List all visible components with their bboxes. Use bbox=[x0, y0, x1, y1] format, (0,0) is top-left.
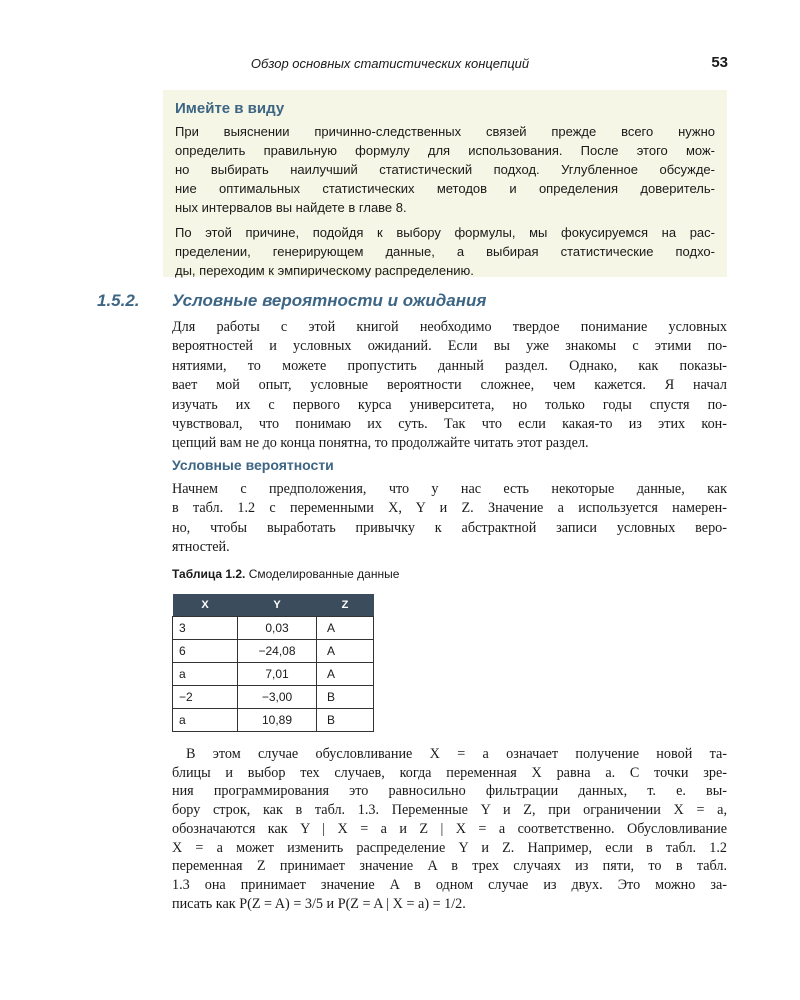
table-cell: B bbox=[317, 686, 374, 709]
column-header: Z bbox=[317, 594, 374, 617]
text-line: цепций вам не до конца понятна, то продолжайте читать этот раздел. bbox=[172, 435, 589, 452]
table-cell: a bbox=[173, 709, 238, 732]
text-line: изучать их с первого курса университета, но только годы спустя по- bbox=[172, 396, 727, 413]
text-line: переменная Z принимает значение A в трех случаях из пяти, то в табл. bbox=[172, 858, 727, 875]
text-line: ных интервалов вы найдете в главе 8. bbox=[175, 200, 407, 215]
section-title: Условные вероятности и ожидания bbox=[172, 291, 487, 310]
table-cell: −2 bbox=[173, 686, 238, 709]
note-box bbox=[163, 90, 727, 277]
table-header-row bbox=[173, 594, 374, 617]
table-cell: 6 bbox=[173, 640, 238, 663]
text-line: По этой причине, подойдя к выбору формулы, мы фокусируемся на рас- bbox=[175, 225, 715, 240]
text-line: ния программирования это равносильно фильтрации данных, т. е. вы- bbox=[172, 783, 727, 800]
text-line: но выбирать наилучший статистический подход. Углубленное обсужде- bbox=[175, 162, 715, 177]
table-row bbox=[173, 663, 374, 686]
table-row bbox=[173, 640, 374, 663]
text-line: вает мой опыт, условные вероятности сложнее, чем кажется. Я начал bbox=[172, 377, 727, 394]
table-caption-label: Таблица 1.2. bbox=[172, 567, 246, 581]
text-line: обозначаются как Y | X = a и Z | X = a соответственно. Обусловливание bbox=[172, 820, 727, 837]
paragraph-intro bbox=[172, 318, 727, 454]
text-line: X = a может изменить распределение Y и Z. Например, если в табл. 1.2 bbox=[172, 839, 727, 856]
paragraph-data bbox=[172, 480, 727, 558]
table-cell: 10,89 bbox=[238, 709, 317, 732]
table-cell: A bbox=[317, 640, 374, 663]
table-row bbox=[173, 709, 374, 732]
table-cell: 3 bbox=[173, 617, 238, 640]
text-line: ние оптимальных статистических методов и определения доверитель- bbox=[175, 181, 715, 196]
table-cell: A bbox=[317, 663, 374, 686]
section-number: 1.5.2. bbox=[97, 291, 140, 310]
data-table bbox=[172, 594, 374, 732]
note-paragraph-2 bbox=[175, 223, 715, 280]
text-line: бору строк, как в табл. 1.3. Переменные Y и Z, при ограничении X = a, bbox=[172, 802, 727, 819]
table-caption-text: Смоделированные данные bbox=[245, 567, 400, 581]
text-line: При выяснении причинно-следственных связей прежде всего нужно bbox=[175, 124, 715, 139]
note-paragraph-1 bbox=[175, 122, 715, 217]
table-cell: 7,01 bbox=[238, 663, 317, 686]
text-line: 1.3 она принимает значение A в одном случае из двух. Это можно за- bbox=[172, 876, 727, 893]
text-line: ды, переходим к эмпирическому распределению. bbox=[175, 263, 474, 278]
table-cell: 0,03 bbox=[238, 617, 317, 640]
table-cell: a bbox=[173, 663, 238, 686]
text-line: Для работы с этой книгой необходимо твердое понимание условных bbox=[172, 319, 727, 335]
text-line: блицы и выбор тех случаев, когда переменная X равна a. С точки зре- bbox=[172, 764, 727, 781]
table-row bbox=[173, 686, 374, 709]
text-line: чувствовал, что понимаю их суть. Так что если какая-то из этих кон- bbox=[172, 416, 727, 433]
text-line: определить правильную формулу для использования. После этого мож- bbox=[175, 143, 715, 158]
table-caption bbox=[172, 567, 399, 581]
text-line: Начнем с предположения, что у нас есть некоторые данные, как bbox=[172, 481, 727, 497]
text-line: но, чтобы выработать привычку к абстрактной записи условных веро- bbox=[172, 519, 727, 536]
text-line: в табл. 1.2 с переменными X, Y и Z. Значение a используется намерен- bbox=[172, 500, 727, 517]
table-cell: −24,08 bbox=[238, 640, 317, 663]
paragraph-conditioning bbox=[172, 745, 727, 913]
text-line: писать как P(Z = A) = 3/5 и P(Z = A | X = a) = 1/2. bbox=[172, 895, 466, 912]
running-header: Обзор основных статистических концепций bbox=[250, 56, 530, 71]
text-line: нятиями, то можете пропустить данный раздел. Однако, как показы- bbox=[172, 357, 727, 374]
table-row bbox=[173, 617, 374, 640]
text-line: В этом случае обусловливание X = a означает получение новой та- bbox=[186, 746, 727, 762]
text-line: пределении, генерирующем данные, а выбирая статистические подхо- bbox=[175, 244, 715, 259]
text-line: вероятностей и условных ожиданий. Если вы уже знакомы с этими по- bbox=[172, 338, 727, 355]
table-cell: A bbox=[317, 617, 374, 640]
subsection-heading: Условные вероятности bbox=[172, 457, 334, 473]
column-header: Y bbox=[238, 594, 317, 617]
text-line: ятностей. bbox=[172, 539, 230, 556]
table-cell: B bbox=[317, 709, 374, 732]
table-cell: −3,00 bbox=[238, 686, 317, 709]
note-title: Имейте в виду bbox=[175, 100, 285, 117]
column-header: X bbox=[173, 594, 238, 617]
page-number: 53 bbox=[711, 54, 728, 71]
